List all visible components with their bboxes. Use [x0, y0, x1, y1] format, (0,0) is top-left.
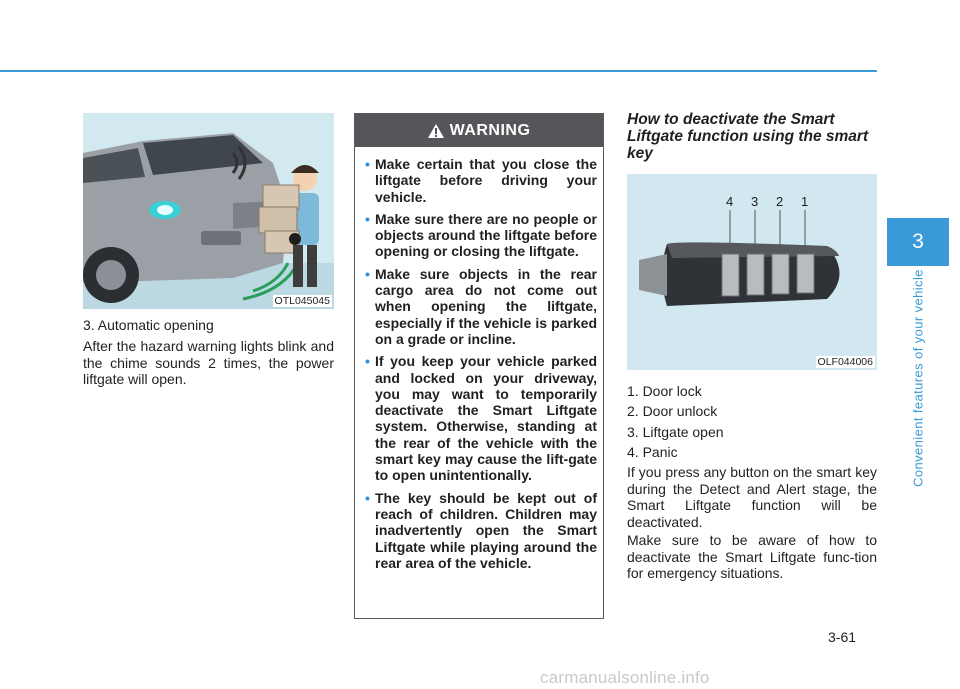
key-number-4: 4	[726, 194, 734, 209]
warning-header	[355, 114, 603, 147]
smart-key-image	[627, 174, 877, 370]
key-number-1: 1	[801, 194, 809, 209]
page-number: 3-61	[828, 629, 857, 645]
watermark: carmanualsonline.info	[540, 668, 710, 687]
key-figure-code: OLF044006	[817, 356, 873, 368]
list-item: 1. Door lock	[627, 383, 702, 399]
deactivate-paragraph: If you press any button on the smart key during the Detect and Alert stage, the Smart Liftgate function will be deactivated.	[627, 464, 877, 530]
list-item: 4. Panic	[627, 444, 678, 460]
warning-item: • Make sure there are no people or objects around the liftgate before opening or closing the liftgate.	[375, 211, 597, 260]
key-number-3: 3	[751, 194, 759, 209]
step-title: 3. Automatic opening	[83, 317, 214, 333]
emergency-paragraph: Make sure to be aware of how to deactivate the Smart Liftgate func-tion for emergency situations.	[627, 532, 877, 581]
chapter-title: Convenient features of your vehicle	[910, 269, 926, 487]
smart-key-illustration	[627, 174, 877, 370]
car-figure-code: OTL045045	[274, 295, 330, 307]
key-number-2: 2	[776, 194, 784, 209]
chapter-tab: 3	[887, 218, 949, 266]
car-rear-illustration	[83, 113, 334, 309]
step-description: After the hazard warning lights blink and the chime sounds 2 times, the power liftgate will open.	[83, 338, 334, 387]
warning-triangle-icon	[428, 124, 444, 138]
list-item: 2. Door unlock	[627, 403, 718, 419]
list-item: 3. Liftgate open	[627, 424, 724, 440]
warning-item: • Make certain that you close the liftgate before driving your vehicle.	[375, 156, 597, 205]
warning-item: • The key should be kept out of reach of children. Children may inadvertently open the Smart Liftgate while playing around the rear area of the vehicle.	[375, 490, 597, 571]
warning-item: • Make sure objects in the rear cargo area do not come out when opening the liftgate, especially if the vehicle is parked on a grade or incline.	[375, 266, 597, 347]
warning-item: • If you keep your vehicle parked and locked on your driveway, you may want to temporarily deactivate the Smart Liftgate system. Otherwise, standing at the rear of the vehicle with the smart key may cause the lift-gate to open unintentionally.	[375, 353, 597, 483]
warning-box	[354, 113, 604, 619]
warning-title: WARNING	[449, 121, 531, 139]
section-heading: How to deactivate the Smart Liftgate function using the smart key	[627, 111, 869, 162]
header-rule	[0, 70, 877, 72]
car-rear-image	[83, 113, 334, 309]
warning-list	[355, 147, 603, 571]
